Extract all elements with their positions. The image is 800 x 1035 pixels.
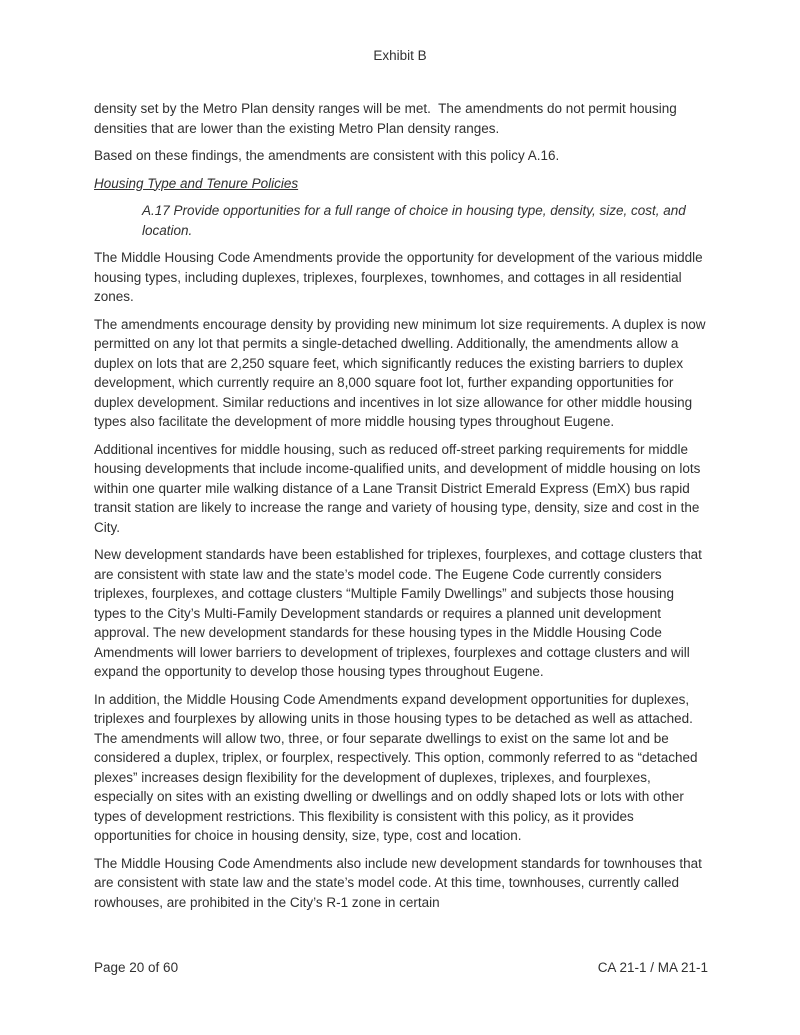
paragraph-metro-plan-density: density set by the Metro Plan density ranges will be met. The amendments do not permit housing densities that are lower than the existing Metro Plan density ranges.	[94, 101, 681, 136]
page-footer	[94, 958, 708, 978]
paragraph-detached-plexes: In addition, the Middle Housing Code Amendments expand development opportunities for duplexes, triplexes and fourplexes by allowing units in those housing types to be detached as well as attached. The amendments will allow two, three, or four separate dwellings to exist on the same lot and be considered a duplex, triplex, or fourplex, respectively. This option, commonly referred to as “detached plexes” increases design flexibility for the development of duplexes, triplexes, and fourplexes, especially on sites with an existing dwelling or dwellings and on oddly shaped lots or lots with other types of development restrictions. This flexibility is consistent with this policy, as it provides opportunities for choice in housing density, size, type, cost and location.	[94, 691, 702, 843]
document-body	[94, 99, 708, 920]
paragraph-minimum-lot-size: The amendments encourage density by providing new minimum lot size requirements. A duplex is now permitted on any lot that permits a single-detached dwelling. Additionally, the amendments allow a duplex on lots that are 2,250 square feet, which significantly reduces the existing barriers to duplex development, which currently require an 8,000 square foot lot, further expanding opportunities for duplex development. Similar reductions and incentives in lot size allowance for other middle housing types also facilitate the development of more middle housing types throughout Eugene.	[94, 316, 710, 429]
paragraph-middle-housing-types: The Middle Housing Code Amendments provide the opportunity for development of the various middle housing types, including duplexes, triplexes, fourplexes, townhomes, and cottages in all residential zones.	[94, 250, 707, 304]
exhibit-label: Exhibit B	[373, 48, 427, 63]
paragraph-additional-incentives: Additional incentives for middle housing, such as reduced off-street parking requirements for middle housing developments that include income-qualified units, and development of middle housing on lots within one quarter mile walking distance of a Lane Transit District Emerald Express (EmX) bus rapid transit station are likely to increase the range and variety of housing type, density, size and cost in the City.	[94, 441, 705, 535]
paragraph-new-development-standards: New development standards have been established for triplexes, fourplexes, and cottage clusters that are consistent with state law and the state’s model code. The Eugene Code currently considers triplexes, fourplexes, and cottage clusters “Multiple Family Dwellings” and subjects those housing types to the City’s Multi-Family Development standards or requires a planned unit development approval. The new development standards for these housing types in the Middle Housing Code Amendments will lower barriers to development of triplexes, fourplexes and cottage clusters and will expand the opportunity to develop those housing types throughout Eugene.	[94, 547, 706, 679]
section-heading-housing-type-tenure: Housing Type and Tenure Policies	[94, 175, 299, 191]
paragraph-findings-a16: Based on these findings, the amendments are consistent with this policy A.16.	[94, 148, 560, 163]
policy-quote-a17: A.17 Provide opportunities for a full range of choice in housing type, density, size, cost, and location.	[142, 203, 690, 238]
page-header	[0, 46, 800, 66]
case-number: CA 21-1 / MA 21-1	[597, 960, 708, 975]
page-number: Page 20 of 60	[94, 960, 179, 975]
paragraph-townhouse-standards: The Middle Housing Code Amendments also include new development standards for townhouses that are consistent with state law and the state’s model code. At this time, townhouses, currently called rowhouses, are prohibited in the City’s R-1 zone in certain	[94, 855, 706, 910]
